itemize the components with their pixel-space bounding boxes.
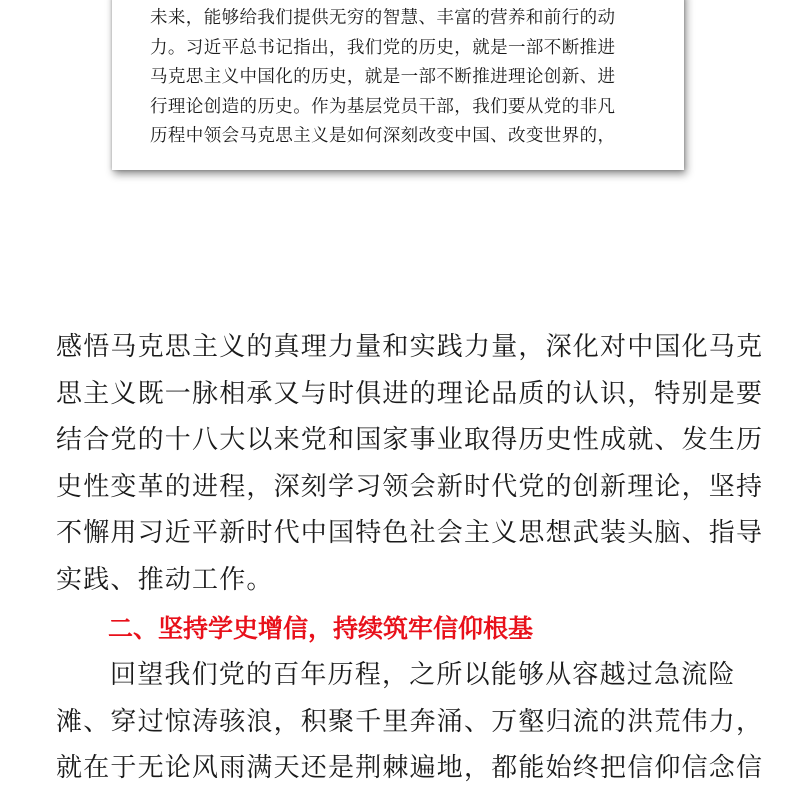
quote-card bbox=[112, 0, 684, 170]
paragraph-2-line-1: 回望我们党的百年历程，之所以能够从容越过急流险 bbox=[110, 660, 736, 690]
section-heading: 二、坚持学史增信，持续筑牢信仰根基 bbox=[108, 614, 534, 643]
paragraph-1-line-5: 不懈用习近平新时代中国特色社会主义思想武装头脑、指导 bbox=[56, 518, 764, 548]
paragraph-2 bbox=[56, 652, 764, 792]
card-line-1: 未来，能够给我们提供无穷的智慧、丰富的营养和前行的动 bbox=[150, 8, 616, 28]
paragraph-2-line-2: 滩、穿过惊涛骇浪，积聚千里奔涌、万壑归流的洪荒伟力， bbox=[56, 706, 764, 737]
paragraph-1-line-1: 感悟马克思主义的真理力量和实践力量，深化对中国化马克 bbox=[56, 332, 764, 362]
paragraph-1-line-3: 结合党的十八大以来党和国家事业取得历史性成就、发生历 bbox=[56, 425, 764, 455]
card-line-2: 力。习近平总书记指出，我们党的历史，就是一部不断推进 bbox=[150, 37, 616, 58]
paragraph-2-line-3: 就在于无论风雨满天还是荆棘遍地，都能始终把信仰信念信 bbox=[56, 753, 764, 783]
paragraph-1 bbox=[56, 324, 764, 603]
card-line-3: 马克思主义中国化的历史，就是一部不断推进理论创新、进 bbox=[150, 67, 616, 87]
card-line-5: 历程中领会马克思主义是如何深刻改变中国、改变世界的， bbox=[150, 126, 616, 146]
paragraph-1-line-4: 史性变革的进程，深刻学习领会新时代党的创新理论，坚持 bbox=[56, 471, 764, 502]
paragraph-1-line-6: 实践、推动工作。 bbox=[56, 564, 274, 595]
card-line-4: 行理论创造的历史。作为基层党员干部，我们要从党的非凡 bbox=[150, 96, 616, 117]
paragraph-1-line-2: 思主义既一脉相承又与时俱进的理论品质的认识，特别是要 bbox=[56, 378, 764, 409]
